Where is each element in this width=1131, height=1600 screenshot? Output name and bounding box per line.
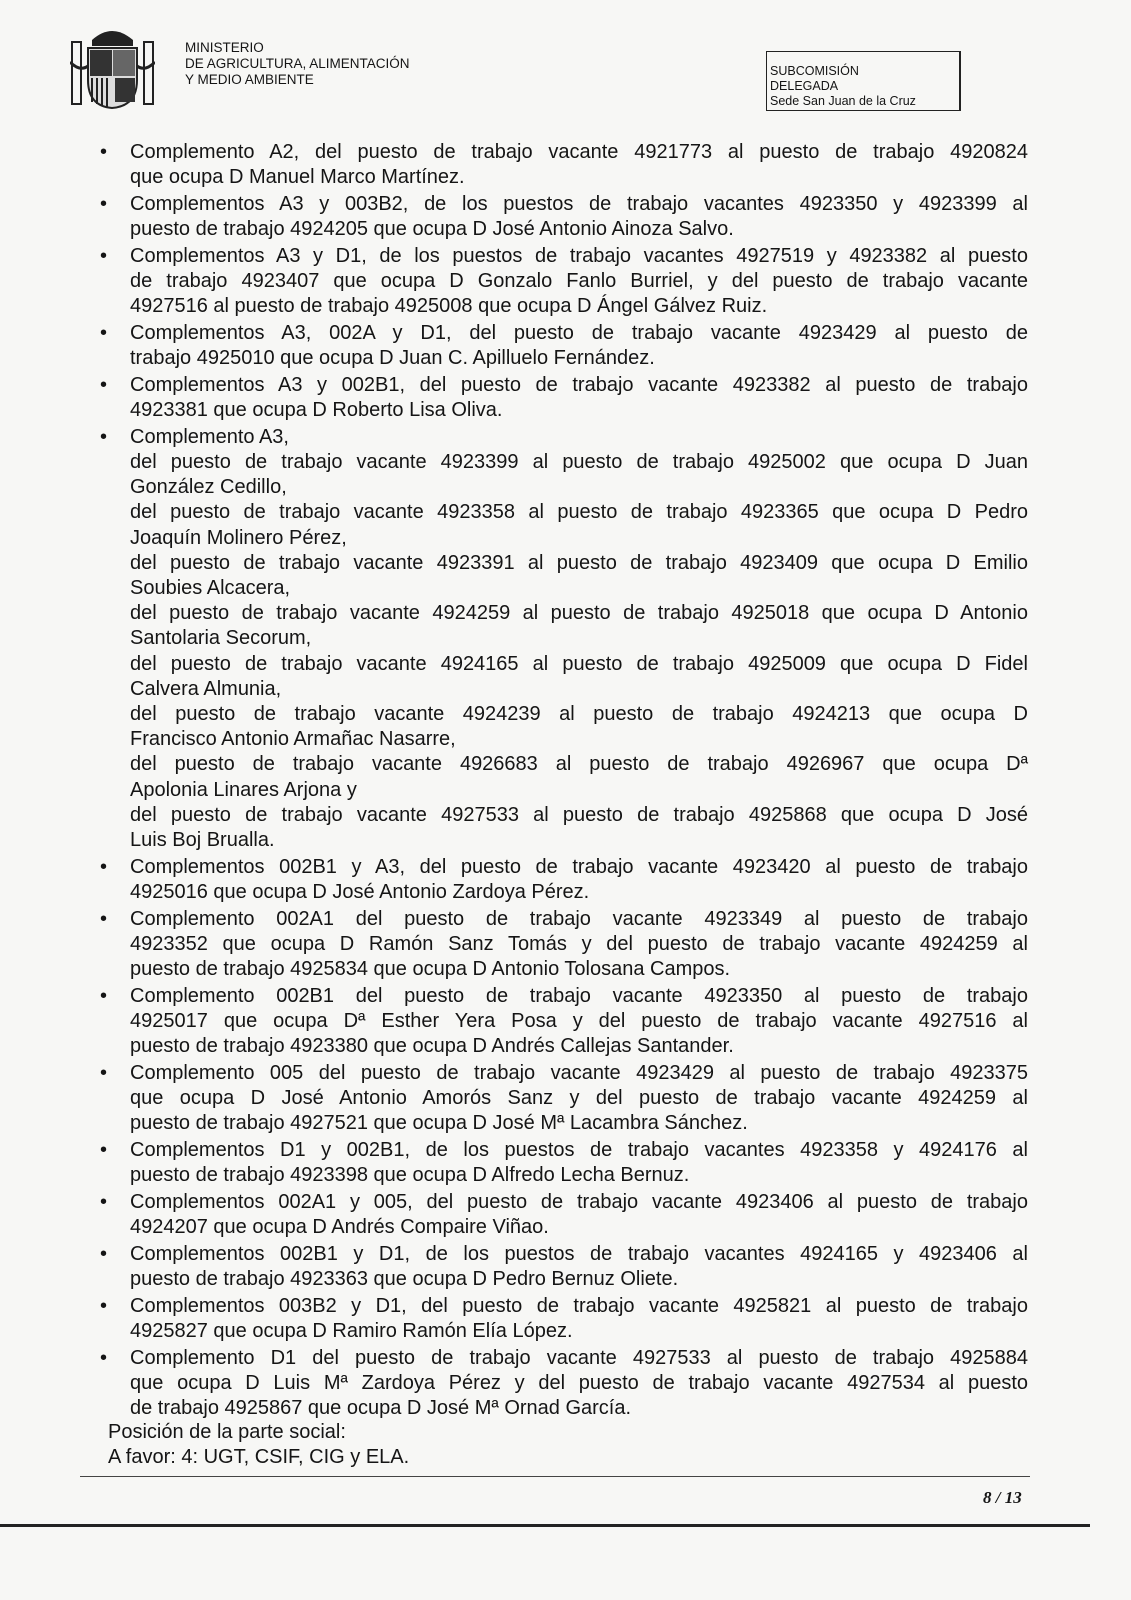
list-item-line: de trabajo 4925867 que ocupa D José Mª Ornad García. — [130, 1396, 632, 1419]
list-item-line: Complemento A2, del puesto de trabajo vacante 4921773 al puesto de trabajo 4920824 — [130, 141, 1028, 163]
list-item-line: Complementos A3 y D1, de los puestos de trabajo vacantes 4927519 y 4923382 al puesto — [130, 244, 1028, 267]
list-item-line: 4924207 que ocupa D Andrés Compaire Viñao. — [130, 1216, 549, 1239]
list-item-line: del puesto de trabajo vacante 4926683 al puesto de trabajo 4926967 que ocupa Dª — [130, 753, 1028, 776]
list-item — [98, 425, 1028, 853]
list-item-line: del puesto de trabajo vacante 4923391 al puesto de trabajo 4923409 que ocupa D Emilio — [130, 551, 1028, 574]
list-item — [98, 855, 1028, 905]
bullet-icon: • — [100, 425, 108, 448]
list-item-line: puesto de trabajo 4923380 que ocupa D Andrés Callejas Santander. — [130, 1035, 734, 1058]
list-item-line: trabajo 4925010 que ocupa D Juan C. Apilluelo Fernández. — [130, 347, 655, 370]
list-item-line: del puesto de trabajo vacante 4924165 al puesto de trabajo 4925009 que ocupa D Fidel — [130, 652, 1028, 675]
list-item — [98, 1190, 1028, 1240]
bullet-icon: • — [100, 1294, 108, 1317]
list-item — [98, 321, 1028, 371]
ministry-name — [185, 40, 410, 88]
list-item-line: Joaquín Molinero Pérez, — [130, 526, 347, 549]
list-item-line: 4925017 que ocupa Dª Esther Yera Posa y del puesto de trabajo vacante 4927516 al — [130, 1009, 1028, 1032]
list-item — [98, 1242, 1028, 1292]
box-line: DELEGADA — [770, 79, 839, 93]
divider — [80, 1476, 1030, 1477]
footer-rule — [0, 1524, 1090, 1527]
list-item — [98, 1138, 1028, 1188]
list-item-line: Complementos D1 y 002B1, de los puestos de trabajo vacantes 4923358 y 4924176 al — [130, 1138, 1028, 1161]
list-item-line: Complemento 005 del puesto de trabajo vacante 4923429 al puesto de trabajo 4923375 — [130, 1061, 1028, 1084]
page-number: 8 / 13 — [983, 1488, 1022, 1507]
list-item — [98, 1294, 1028, 1344]
ministry-line: DE AGRICULTURA, ALIMENTACIÓN — [185, 56, 410, 71]
list-item-line: Francisco Antonio Armañac Nasarre, — [130, 728, 456, 751]
subcommission-box — [766, 51, 961, 111]
bullet-icon: • — [100, 321, 108, 344]
list-item-line: 4923352 que ocupa D Ramón Sanz Tomás y del puesto de trabajo vacante 4924259 al — [130, 932, 1028, 955]
bullet-icon: • — [100, 984, 108, 1007]
list-item-line: Complementos A3 y 003B2, de los puestos de trabajo vacantes 4923350 y 4923399 al — [130, 192, 1028, 215]
list-item-line: del puesto de trabajo vacante 4924259 al puesto de trabajo 4925018 que ocupa D Antonio — [130, 602, 1028, 625]
list-item-line: de trabajo 4923407 que ocupa D Gonzalo Fanlo Burriel, y del puesto de trabajo vacante — [130, 270, 1028, 293]
list-item — [98, 1346, 1028, 1422]
list-item-line: 4923381 que ocupa D Roberto Lisa Oliva. — [130, 399, 503, 422]
bullet-icon: • — [100, 373, 108, 396]
list-item-line: Complementos A3 y 002B1, del puesto de trabajo vacante 4923382 al puesto de trabajo — [130, 373, 1028, 396]
bullet-icon: • — [100, 1138, 108, 1161]
list-item-line: Complementos A3, 002A y D1, del puesto de trabajo vacante 4923429 al puesto de — [130, 321, 1028, 344]
list-item-line: Complemento 002A1 del puesto de trabajo vacante 4923349 al puesto de trabajo — [130, 907, 1028, 930]
list-item — [98, 907, 1028, 983]
list-item-line: Soubies Alcacera, — [130, 576, 291, 599]
list-item-line: del puesto de trabajo vacante 4923399 al puesto de trabajo 4925002 que ocupa D Juan — [130, 450, 1028, 473]
list-item — [98, 373, 1028, 423]
list-item-line: puesto de trabajo 4923398 que ocupa D Alfredo Lecha Bernuz. — [130, 1164, 690, 1187]
bullet-icon: • — [100, 192, 108, 215]
bullet-icon: • — [100, 1190, 108, 1213]
list-item-line: puesto de trabajo 4925834 que ocupa D Antonio Tolosana Campos. — [130, 958, 731, 980]
bullet-icon: • — [100, 907, 108, 930]
list-item — [98, 140, 1028, 190]
list-item — [98, 984, 1028, 1060]
list-item — [98, 192, 1028, 242]
list-item — [98, 244, 1028, 320]
bullet-icon: • — [100, 1242, 108, 1265]
bullet-icon: • — [100, 141, 108, 163]
social-position — [108, 1420, 409, 1470]
box-line: SUBCOMISIÓN — [770, 64, 859, 78]
list-item-line: que ocupa D Manuel Marco Martínez. — [130, 166, 465, 189]
list-item-line: del puesto de trabajo vacante 4923358 al puesto de trabajo 4923365 que ocupa D Pedro — [130, 501, 1028, 524]
list-item-line: Apolonia Linares Arjona y — [130, 778, 357, 801]
ministry-line: MINISTERIO — [185, 40, 264, 55]
list-item-line: Luis Boj Brualla. — [130, 828, 275, 851]
list-item-line: Santolaria Secorum, — [130, 627, 312, 650]
list-item-line: Complementos 002A1 y 005, del puesto de trabajo vacante 4923406 al puesto de trabajo — [130, 1190, 1028, 1213]
list-item-line: 4925016 que ocupa D José Antonio Zardoya Pérez. — [130, 880, 590, 903]
bullet-icon: • — [100, 855, 108, 878]
list-item-line: que ocupa D José Antonio Amorós Sanz y del puesto de trabajo vacante 4924259 al — [130, 1087, 1028, 1110]
list-item-line: Complemento A3, — [130, 425, 289, 448]
list-item-line: puesto de trabajo 4923363 que ocupa D Pedro Bernuz Oliete. — [130, 1267, 679, 1290]
box-line: Sede San Juan de la Cruz — [770, 94, 916, 108]
list-item-line: puesto de trabajo 4924205 que ocupa D José Antonio Ainoza Salvo. — [130, 218, 734, 241]
list-item-line: 4925827 que ocupa D Ramiro Ramón Elía López. — [130, 1319, 573, 1342]
coat-of-arms-logo — [70, 22, 155, 110]
ministry-line: Y MEDIO AMBIENTE — [185, 72, 314, 87]
list-item-line: Complementos 002B1 y D1, de los puestos de trabajo vacantes 4924165 y 4923406 al — [130, 1242, 1028, 1265]
list-item — [98, 1061, 1028, 1137]
list-item-line: Complementos 003B2 y D1, del puesto de trabajo vacante 4925821 al puesto de trabajo — [130, 1294, 1028, 1317]
list-item-line: Complemento 002B1 del puesto de trabajo vacante 4923350 al puesto de trabajo — [130, 984, 1028, 1007]
social-favor: A favor: 4: UGT, CSIF, CIG y ELA. — [108, 1446, 410, 1468]
list-item-line: puesto de trabajo 4927521 que ocupa D José Mª Lacambra Sánchez. — [130, 1112, 748, 1135]
list-item-line: que ocupa D Luis Mª Zardoya Pérez y del puesto de trabajo vacante 4927534 al puesto — [130, 1371, 1028, 1394]
bullet-list — [98, 140, 1028, 1423]
list-item-line: del puesto de trabajo vacante 4927533 al puesto de trabajo 4925868 que ocupa D José — [130, 803, 1028, 826]
bullet-icon: • — [100, 244, 108, 267]
list-item-line: González Cedillo, — [130, 476, 287, 499]
bullet-icon: • — [100, 1346, 108, 1369]
list-item-line: del puesto de trabajo vacante 4924239 al puesto de trabajo 4924213 que ocupa D — [130, 702, 1028, 725]
list-item-line: 4927516 al puesto de trabajo 4925008 que ocupa D Ángel Gálvez Ruiz. — [130, 295, 768, 318]
social-heading: Posición de la parte social: — [108, 1421, 346, 1443]
list-item-line: Calvera Almunia, — [130, 677, 282, 700]
list-item-line: Complementos 002B1 y A3, del puesto de trabajo vacante 4923420 al puesto de trabajo — [130, 855, 1028, 878]
bullet-icon: • — [100, 1061, 108, 1084]
list-item-line: Complemento D1 del puesto de trabajo vacante 4927533 al puesto de trabajo 4925884 — [130, 1346, 1028, 1369]
